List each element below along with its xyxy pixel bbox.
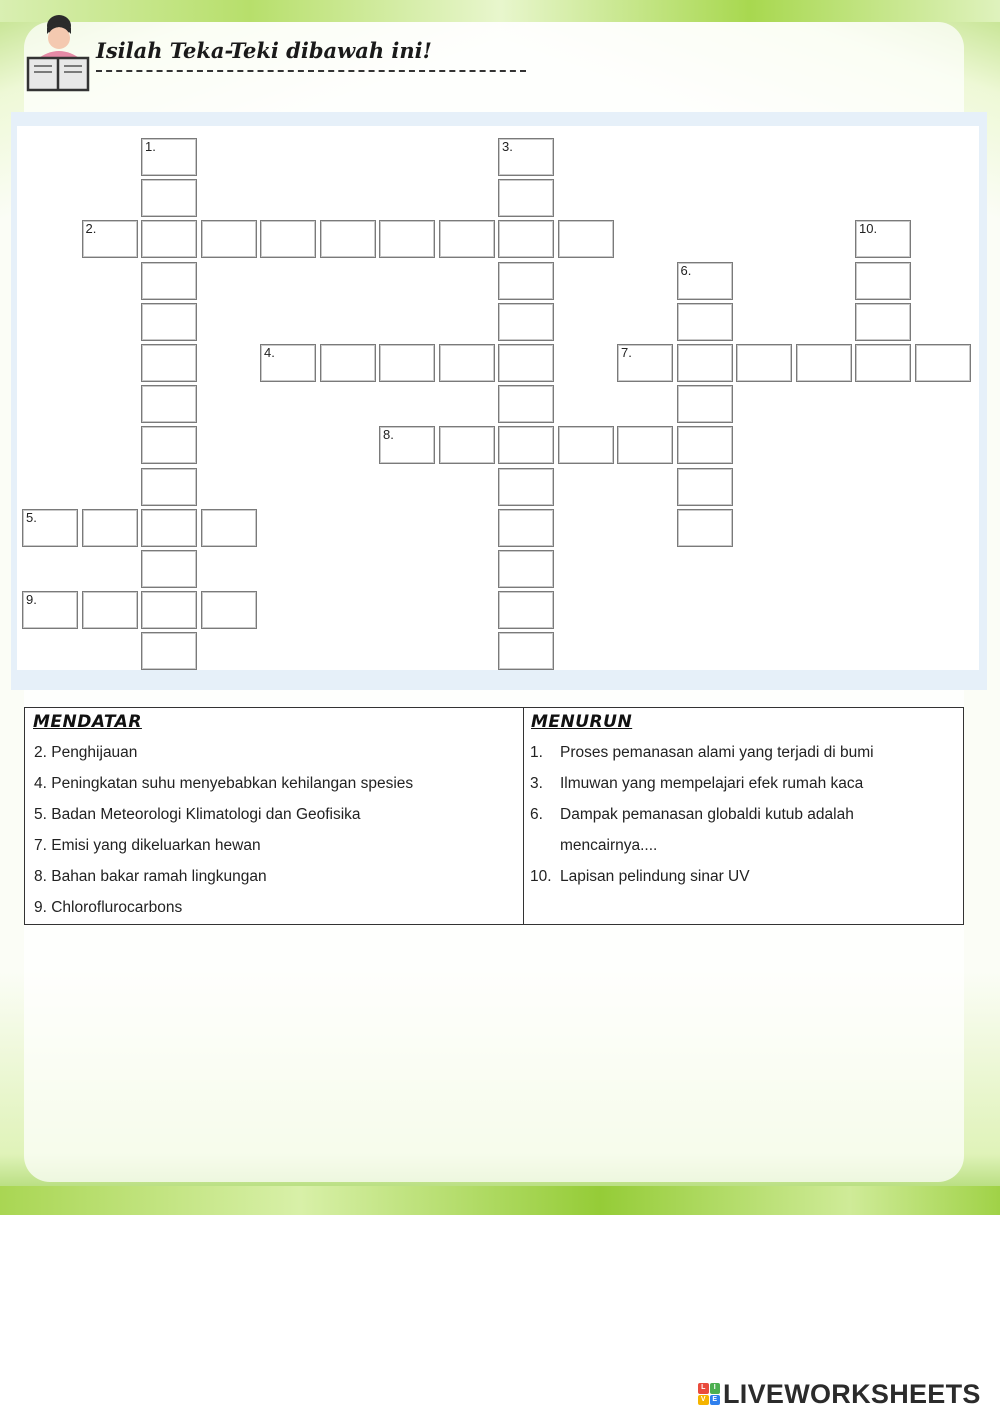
down-clue-3: Ilmuwan yang mempelajari efek rumah kaca [560, 775, 864, 792]
down-clue-number: 6. [530, 806, 543, 823]
person-reading-icon [22, 12, 92, 94]
crossword-cell[interactable] [498, 179, 554, 217]
bottom-decorative-band [0, 1186, 1000, 1215]
crossword-cell[interactable] [320, 220, 376, 258]
crossword-cell-start-5[interactable] [22, 509, 78, 547]
logo-tile: V [698, 1395, 709, 1406]
crossword-cell[interactable] [796, 344, 852, 382]
crossword-cell-start-6[interactable] [677, 262, 733, 300]
down-clue-1: Proses pemanasan alami yang terjadi di bumi [560, 744, 874, 761]
crossword-cell[interactable] [677, 426, 733, 464]
crossword-cell[interactable] [855, 344, 911, 382]
down-clue-10: Lapisan pelindung sinar UV [560, 868, 750, 885]
crossword-cell[interactable] [141, 262, 197, 300]
crossword-cell[interactable] [141, 591, 197, 629]
down-clue-6: Dampak pemanasan globaldi kutub adalah [560, 806, 854, 823]
clue-table [24, 707, 964, 925]
down-heading: MENURUN [531, 712, 633, 732]
clue-number-label: 3. [502, 139, 513, 154]
worksheet-title: Isilah Teka-Teki dibawah ini! [96, 38, 432, 63]
across-clue-7: 7. Emisi yang dikeluarkan hewan [34, 837, 261, 854]
crossword-cell-start-4[interactable] [260, 344, 316, 382]
crossword-cell[interactable] [498, 344, 554, 382]
crossword-cell[interactable] [141, 303, 197, 341]
crossword-cell-start-1[interactable] [141, 138, 197, 176]
across-clue-4: 4. Peningkatan suhu menyebabkan kehilangan spesies [34, 775, 414, 792]
crossword-cell[interactable] [855, 303, 911, 341]
clue-number-label: 8. [383, 427, 394, 443]
crossword-cell[interactable] [141, 509, 197, 547]
clue-number-label: 10. [859, 221, 878, 237]
clue-number-label: 6. [680, 262, 692, 278]
crossword-cell[interactable] [201, 591, 257, 629]
crossword-cell[interactable] [498, 220, 554, 258]
down-clue-6-continued: mencairnya.... [560, 837, 658, 854]
across-heading: MENDATAR [33, 712, 142, 732]
across-clue-9: 9. Chloroflurocarbons [34, 899, 183, 916]
across-clue-8: 8. Bahan bakar ramah lingkungan [34, 868, 267, 885]
across-clue-2: 2. Penghijauan [34, 744, 138, 761]
crossword-cell-start-9[interactable] [22, 591, 78, 629]
clue-number-label: 4. [264, 345, 275, 360]
crossword-cell[interactable] [498, 426, 554, 464]
crossword-cell[interactable] [201, 220, 257, 258]
crossword-cell[interactable] [617, 426, 673, 464]
crossword-cell[interactable] [439, 220, 495, 258]
clue-number-label: 5. [26, 509, 37, 525]
crossword-cell-start-8[interactable] [379, 426, 435, 464]
crossword-cell[interactable] [677, 303, 733, 341]
crossword-cell[interactable] [379, 344, 435, 382]
crossword-cell[interactable] [498, 550, 554, 588]
title-underline [96, 70, 526, 72]
crossword-cell[interactable] [82, 591, 138, 629]
clue-number-label: 1. [145, 139, 156, 154]
crossword-cell[interactable] [498, 262, 554, 300]
crossword-cell[interactable] [141, 550, 197, 588]
crossword-cell[interactable] [201, 509, 257, 547]
crossword-cell[interactable] [439, 426, 495, 464]
brand-name: LIVEWORKSHEETS [723, 1378, 981, 1409]
crossword-cell[interactable] [141, 385, 197, 423]
crossword-cell[interactable] [498, 385, 554, 423]
down-clue-number: 3. [530, 775, 543, 792]
crossword-cell[interactable] [558, 426, 614, 464]
crossword-cell[interactable] [736, 344, 792, 382]
crossword-cell[interactable] [677, 344, 733, 382]
crossword-cell[interactable] [379, 220, 435, 258]
crossword-cell[interactable] [498, 632, 554, 670]
logo-tile: E [710, 1395, 721, 1406]
crossword-cell[interactable] [498, 591, 554, 629]
crossword-cell-start-7[interactable] [617, 344, 673, 382]
down-clue-number: 10. [530, 868, 552, 885]
crossword-cell[interactable] [141, 220, 197, 258]
liveworksheets-logo-icon [698, 1383, 720, 1405]
clue-number-label: 9. [26, 592, 37, 608]
crossword-cell[interactable] [498, 509, 554, 547]
crossword-cell[interactable] [677, 468, 733, 506]
worksheet-header [22, 12, 532, 92]
crossword-cell[interactable] [855, 262, 911, 300]
crossword-cell-start-3[interactable] [498, 138, 554, 176]
crossword-cell[interactable] [260, 220, 316, 258]
across-column [25, 708, 524, 924]
logo-tile: I [710, 1383, 721, 1394]
crossword-cell[interactable] [141, 468, 197, 506]
clue-number-label: 2. [85, 221, 97, 237]
crossword-cell[interactable] [498, 303, 554, 341]
crossword-cell[interactable] [439, 344, 495, 382]
liveworksheets-brand [698, 1379, 981, 1409]
crossword-cell[interactable] [141, 632, 197, 670]
crossword-cell-start-10[interactable] [855, 220, 911, 258]
crossword-cell[interactable] [677, 385, 733, 423]
crossword-cell[interactable] [320, 344, 376, 382]
across-clue-5: 5. Badan Meteorologi Klimatologi dan Geofisika [34, 806, 361, 823]
crossword-cell[interactable] [498, 468, 554, 506]
logo-tile: L [698, 1383, 709, 1394]
crossword-cell[interactable] [141, 344, 197, 382]
crossword-cell[interactable] [558, 220, 614, 258]
down-clue-number: 1. [530, 744, 543, 761]
crossword-cell[interactable] [677, 509, 733, 547]
clue-number-label: 7. [621, 345, 632, 360]
crossword-cell[interactable] [141, 426, 197, 464]
crossword-cell[interactable] [141, 179, 197, 217]
crossword-cell[interactable] [915, 344, 971, 382]
down-column [523, 708, 963, 924]
crossword-cell[interactable] [82, 509, 138, 547]
crossword-cell-start-2[interactable] [82, 220, 138, 258]
